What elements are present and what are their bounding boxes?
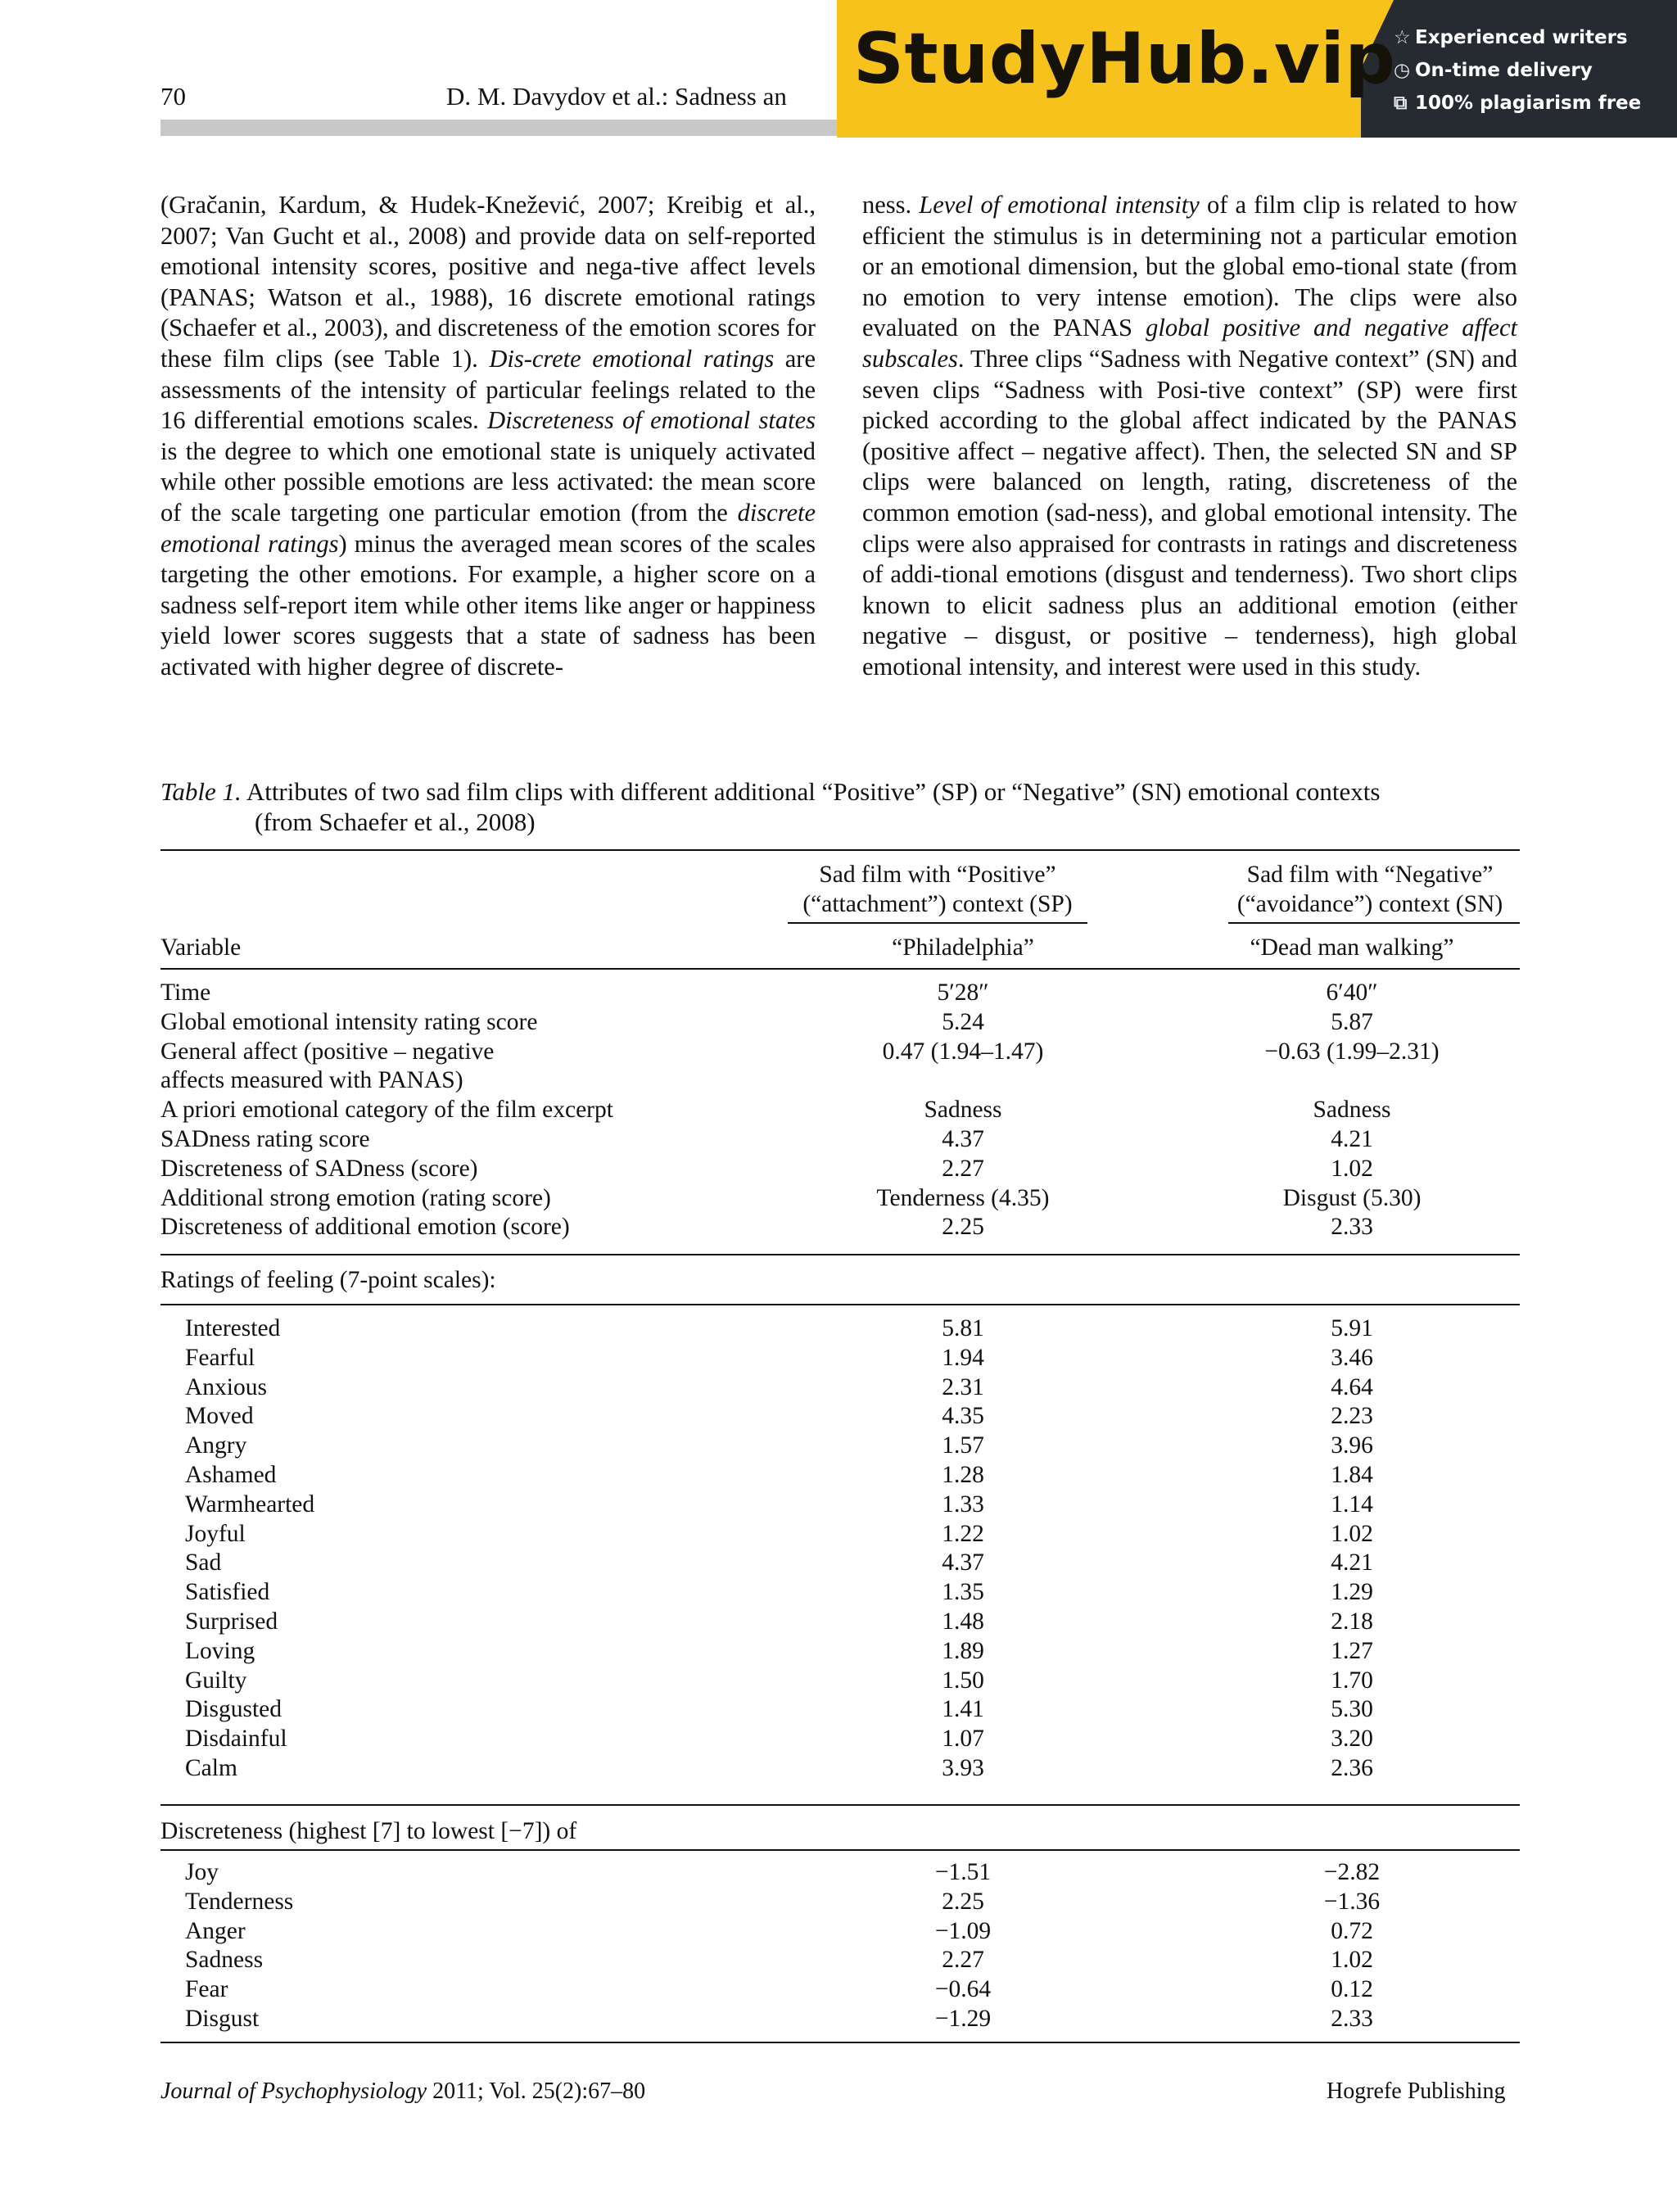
row-label: Sad (185, 1549, 222, 1576)
table-label: Table 1. (160, 777, 242, 806)
watermark-banner[interactable] (837, 0, 1677, 138)
row-label: Discreteness of additional emotion (score) (160, 1214, 570, 1241)
row-label: Time (160, 979, 211, 1006)
emphasized-term: Discreteness of emotional states (487, 406, 816, 435)
sp-value: 4.37 (942, 1549, 984, 1576)
sp-film-title: “Philadelphia” (892, 934, 1034, 961)
table-row (160, 1314, 1520, 1343)
sn-value: Sadness (1313, 1097, 1391, 1124)
row-label: General affect (positive – negative (160, 1038, 495, 1065)
row-label: Anxious (185, 1373, 267, 1400)
discreteness-header: Discreteness (highest [7] to lowest [−7]) of (160, 1818, 577, 1844)
row-label: Tenderness (185, 1888, 294, 1915)
table-row (160, 1154, 1520, 1183)
table-row (160, 1916, 1520, 1946)
row-label: Surprised (185, 1608, 278, 1635)
table-row (160, 1666, 1520, 1695)
sn-value: 1.14 (1331, 1490, 1373, 1518)
sn-value: 5.30 (1331, 1696, 1373, 1723)
sp-value: 1.89 (942, 1637, 984, 1664)
sn-value: 1.27 (1331, 1637, 1373, 1664)
sn-value: 2.36 (1331, 1755, 1373, 1781)
sp-value: 1.57 (942, 1432, 984, 1459)
table-row (160, 1431, 1520, 1460)
body-text: are assessments of the intensity of particular feelings related to the 16 differential emotions scales. (160, 344, 816, 435)
emphasized-term: Level of emotional intensity (919, 191, 1200, 219)
table-row (160, 1607, 1520, 1636)
sn-value: 1.02 (1331, 1520, 1373, 1547)
sn-value: −0.63 (1.99–2.31) (1264, 1038, 1440, 1065)
row-label: Guilty (185, 1667, 247, 1694)
table-row (160, 1037, 1520, 1066)
body-right-column (862, 190, 1517, 683)
row-label: Ashamed (185, 1462, 277, 1488)
sp-value: 2.31 (942, 1373, 984, 1400)
perk-item: ◷ On-time delivery (1394, 54, 1641, 87)
sn-value: 2.33 (1331, 2006, 1373, 2032)
row-label: Joyful (185, 1520, 246, 1547)
sn-header-line2: (“avoidance”) context (SN) (1236, 891, 1503, 917)
sp-value: 1.28 (942, 1462, 984, 1488)
table-row (160, 1694, 1520, 1724)
row-label: Loving (185, 1637, 255, 1664)
sp-value: 1.35 (942, 1579, 984, 1606)
variable-header: Variable (160, 934, 242, 961)
copy-icon: ⧉ (1394, 93, 1408, 114)
row-label: Anger (185, 1917, 246, 1944)
body-paragraph (160, 190, 816, 683)
table-row (160, 1887, 1520, 1916)
row-label: Interested (185, 1315, 281, 1341)
emphasized-term: Dis-crete emotional ratings (489, 344, 775, 373)
sp-value: 1.41 (942, 1696, 984, 1723)
sn-value: Disgust (5.30) (1282, 1184, 1422, 1211)
sn-value: 5.91 (1331, 1315, 1373, 1341)
body-text: . Three clips “Sadness with Negative context” (SN) and seven clips “Sadness with Posi-tive context” (SP) were first picked according to the global affect indicated by the PANAS (positive affect – negative affect). Then, the selected SN and SP clips were balanced on length, rating, discreteness of the common emotion (sad-ness), and global emotional intensity. The clips were also appraised for contrasts in ratings and discreteness of addi-tional emotions (disgust and tenderness). Two short clips known to elicit sadness plus an additional emotion (either negative – disgust, or positive – tenderness), high global emotional intensity, and interest were used in this study. (862, 344, 1517, 681)
row-label: SADness rating score (160, 1126, 370, 1152)
header-bottom-rule (160, 968, 1520, 970)
perks-list (1394, 21, 1641, 120)
sp-value: 5.81 (942, 1315, 984, 1341)
table-row (160, 1548, 1520, 1577)
table-row (160, 1212, 1520, 1242)
page-number: 70 (160, 82, 186, 111)
row-label: Fearful (185, 1344, 255, 1371)
row-label: Disgust (185, 2006, 260, 2032)
sn-value: 1.84 (1331, 1462, 1373, 1488)
table-row (160, 1401, 1520, 1431)
table-row (160, 1065, 1520, 1095)
clock-icon: ◷ (1394, 60, 1411, 81)
sp-value: 1.50 (942, 1667, 984, 1694)
sp-value: 5′28″ (937, 979, 989, 1006)
studyhub-logo: StudyHub.vip (853, 18, 1396, 100)
table-caption-line1: Attributes of two sad film clips with different additional “Positive” (SP) or “Negative” (SN) emotional contexts (241, 777, 1381, 806)
row-label: Global emotional intensity rating score (160, 1008, 538, 1035)
table-row (160, 978, 1520, 1007)
sp-header-rule (788, 922, 1087, 924)
sn-value: 4.64 (1331, 1373, 1373, 1400)
row-label: Sadness (185, 1947, 264, 1974)
sp-value: Tenderness (4.35) (876, 1184, 1050, 1211)
sn-value: 1.02 (1331, 1947, 1373, 1974)
running-title: D. M. Davydov et al.: Sadness an (446, 82, 787, 111)
sp-value: 1.94 (942, 1344, 984, 1371)
sp-value: 4.37 (942, 1126, 984, 1152)
sp-value: 2.25 (942, 1214, 984, 1241)
star-icon: ☆ (1394, 27, 1411, 48)
table-row (160, 1183, 1520, 1213)
table-row (160, 1490, 1520, 1519)
sn-value: 0.12 (1331, 1976, 1373, 2003)
sp-value: 2.27 (942, 1947, 984, 1974)
row-label: Angry (185, 1432, 247, 1459)
sp-value: 1.33 (942, 1490, 984, 1518)
row-label: Fear (185, 1976, 228, 2003)
sp-value: 1.48 (942, 1608, 984, 1635)
sn-value: 4.21 (1331, 1549, 1373, 1576)
row-label: affects measured with PANAS) (160, 1067, 463, 1094)
sp-value: 1.22 (942, 1520, 984, 1547)
row-label: A priori emotional category of the film excerpt (160, 1097, 613, 1124)
section-rule (160, 1804, 1520, 1806)
perk-item: ⧉ 100% plagiarism free (1394, 87, 1641, 120)
sp-value: 2.27 (942, 1155, 984, 1182)
ratings-header: Ratings of feeling (7-point scales): (160, 1267, 496, 1293)
sn-value: 2.18 (1331, 1608, 1373, 1635)
sp-value: −1.29 (934, 2006, 992, 2032)
body-text: ) minus the averaged mean scores of the scales targeting the other emotions. For example, a higher score on a sadness self-report item while other items like anger or happiness yield lower scores suggests that a state of sadness has been activated with higher degree of discrete- (160, 529, 816, 681)
table-row (160, 1095, 1520, 1124)
table-row (160, 1373, 1520, 1402)
sp-value: 2.25 (942, 1888, 984, 1915)
table-row (160, 1460, 1520, 1490)
sn-value: 2.33 (1331, 1214, 1373, 1241)
row-label: Additional strong emotion (rating score) (160, 1184, 551, 1211)
sn-value: 4.21 (1331, 1126, 1373, 1152)
emphasized-term: discrete emotional ratings (160, 498, 816, 558)
emphasized-term: global positive and negative affect subscales (862, 314, 1517, 373)
table-row (160, 1636, 1520, 1666)
body-left-column (160, 190, 816, 683)
footer-citation: Journal of Psychophysiology 2011; Vol. 25(2):67–80 (160, 2079, 646, 2104)
row-label: Joy (185, 1859, 219, 1885)
table-bottom-rule (160, 2042, 1520, 2043)
table-caption-line2: (from Schaefer et al., 2008) (255, 807, 536, 836)
table-row (160, 1007, 1520, 1037)
sn-header-rule (1228, 922, 1520, 924)
sp-value: −1.09 (934, 1917, 992, 1944)
section-rule (160, 1304, 1520, 1305)
journal-name: Journal of Psychophysiology (160, 2079, 427, 2104)
row-label: Disdainful (185, 1726, 287, 1753)
sp-value: 1.07 (942, 1726, 984, 1753)
body-text: ness. (862, 191, 920, 219)
table-row (160, 2004, 1520, 2033)
row-label: Satisfied (185, 1579, 270, 1606)
table-caption (160, 776, 1520, 837)
sn-value: 3.20 (1331, 1726, 1373, 1753)
body-paragraph (862, 190, 1517, 683)
body-text: is the degree to which one emotional state is uniquely activated while other possible emotions are less activated: the mean score of the scale targeting one particular emotion (from the (160, 437, 816, 527)
row-label: Discreteness of SADness (score) (160, 1155, 478, 1182)
sp-header-line2: (“attachment”) context (SP) (802, 891, 1073, 917)
row-label: Disgusted (185, 1696, 282, 1723)
table-row (160, 1945, 1520, 1975)
row-label: Warmhearted (185, 1490, 315, 1518)
footer-publisher: Hogrefe Publishing (1327, 2079, 1506, 2104)
table-row (160, 1724, 1520, 1753)
table-row (160, 1519, 1520, 1549)
table-row (160, 1343, 1520, 1373)
sp-value: Sadness (924, 1097, 1002, 1124)
sp-value: 5.24 (942, 1008, 984, 1035)
body-text: (Gračanin, Kardum, & Hudek-Knežević, 2007; Kreibig et al., 2007; Van Gucht et al., 2008) and provide data on self-reported emotional intensity scores, positive and nega-tive affect levels (PANAS; Watson et al., 1988), 16 discrete emotional ratings (Schaefer et al., 2003), and discreteness of the emotion scores for these film clips (see Table 1). (160, 191, 816, 373)
sp-value: 3.93 (942, 1755, 984, 1781)
table-row (160, 1577, 1520, 1607)
section-rule (160, 1254, 1520, 1255)
perk-item: ☆ Experienced writers (1394, 21, 1641, 54)
sp-value: 0.47 (1.94–1.47) (882, 1038, 1044, 1065)
sn-value: 3.46 (1331, 1344, 1373, 1371)
sn-value: 2.23 (1331, 1403, 1373, 1430)
table-top-rule (160, 849, 1520, 851)
sn-value: 1.02 (1331, 1155, 1373, 1182)
row-label: Moved (185, 1403, 254, 1430)
sp-value: 4.35 (942, 1403, 984, 1430)
sn-value: 6′40″ (1326, 979, 1378, 1006)
section-rule (160, 1849, 1520, 1851)
sp-value: −0.64 (934, 1976, 992, 2003)
sn-value: −1.36 (1323, 1888, 1381, 1915)
sn-value: 0.72 (1331, 1917, 1373, 1944)
sn-header-line1: Sad film with “Negative” (1246, 862, 1494, 888)
sn-value: 3.96 (1331, 1432, 1373, 1459)
body-text: of a film clip is related to how efficient the stimulus is in determining not a particular emotion or an emotional dimension, but the global emo-tional state (from no emotion to very intense emotion). The clips were also evaluated on the PANAS (862, 191, 1517, 342)
row-label: Calm (185, 1755, 237, 1781)
sn-value: 1.70 (1331, 1667, 1373, 1694)
sn-value: 1.29 (1331, 1579, 1373, 1606)
sp-value: −1.51 (934, 1859, 992, 1885)
table-row (160, 1753, 1520, 1783)
sp-header-line1: Sad film with “Positive” (819, 862, 1056, 888)
sn-value: 5.87 (1331, 1008, 1373, 1035)
table-row (160, 1975, 1520, 2004)
sn-film-title: “Dead man walking” (1250, 934, 1454, 961)
table-row (160, 1857, 1520, 1887)
table-row (160, 1124, 1520, 1154)
sn-value: −2.82 (1323, 1859, 1381, 1885)
